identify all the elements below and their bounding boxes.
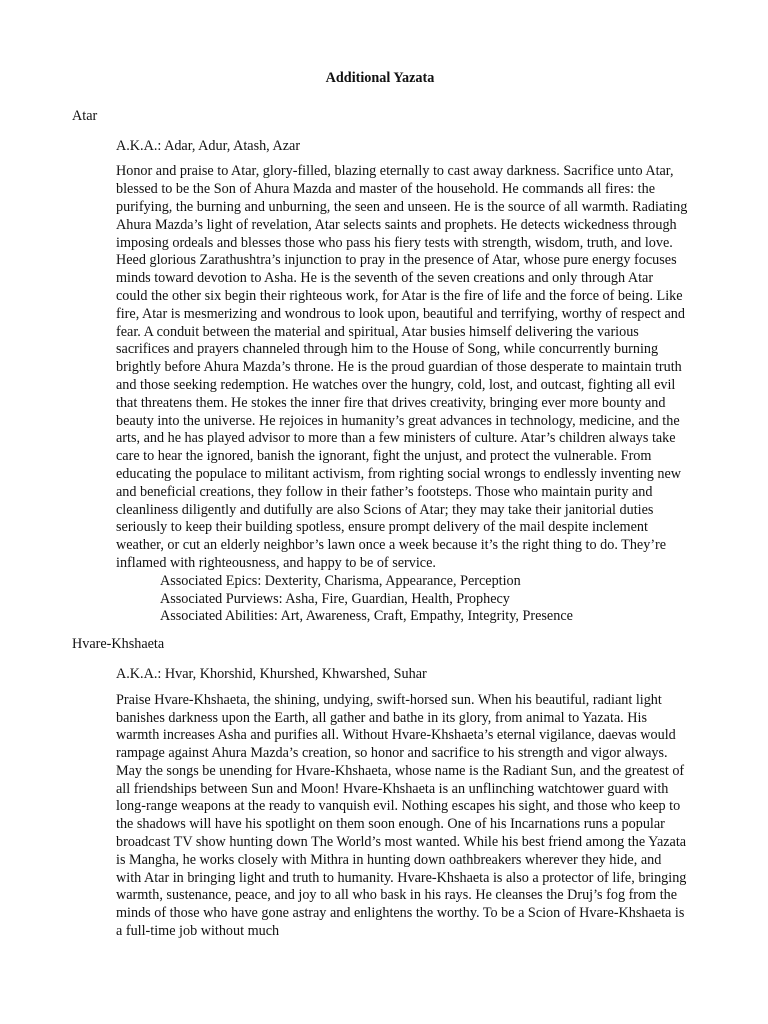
- section-atar: [72, 108, 688, 626]
- aka-line: A.K.A.: Adar, Adur, Atash, Azar: [116, 137, 301, 154]
- associated-abilities: Associated Abilities: Art, Awareness, Craft, Empathy, Integrity, Presence: [160, 608, 573, 625]
- section-hvare-khshaeta: [72, 636, 688, 941]
- body-paragraph: Praise Hvare-Khshaeta, the shining, undying, swift-horsed sun. When his beautiful, radiant light banishes darkness upon the Earth, all gather and bathe in its glory, from animal to Yazata. His warmth increases Asha and purifies all. Without Hvare-Khshaeta’s eternal vigilance, daevas would rampage against Ahura Mazda’s creation, so honor and sacrifice to his strength and vigor always. May the songs be unending for Hvare-Khshaeta, whose name is the Radiant Sun, and the greatest of all friendships between Sun and Moon! Hvare-Khshaeta is an unflinching watchtower guard with long-range weapons at the ready to vanquish evil. Nothing escapes his sight, and those who keep to the shadows will have his spotlight on them soon enough. One of his Incarnations runs a popular broadcast TV show hunting down The World’s most wanted. While his best friend among the Yazata is Mangha, he works closely with Mithra in hunting down oathbreakers wherever they hide, and with Atar in bringing light and truth to humanity. Hvare-Khshaeta is also a protector of life, bringing warmth, sustenance, peace, and joy to all who bask in his rays. He cleanses the Druj’s fog from the minds of those who have gone astray and enlightens the worthy. To be a Scion of Hvare-Khshaeta is a full-time job without much: [116, 691, 687, 940]
- document-title: Additional Yazata: [325, 70, 435, 86]
- associated-purviews: Associated Purviews: Asha, Fire, Guardian, Health, Prophecy: [160, 590, 510, 607]
- aka-line: A.K.A.: Hvar, Khorshid, Khurshed, Khwarshed, Suhar: [116, 665, 427, 682]
- associated-list: [160, 573, 688, 626]
- section-heading: Atar: [72, 107, 98, 124]
- body-paragraph: Honor and praise to Atar, glory-filled, blazing eternally to cast away darkness. Sacrifice unto Atar, blessed to be the Son of Ahura Mazda and master of the household. He commands all fires: the purifying, the burning and unburning, the seen and unseen. He is the source of all warmth. Radiating Ahura Mazda’s light of revelation, Atar selects saints and prophets. He detects wickedness through imposing ordeals and blesses those who pass his fiery tests with strength, wisdom, truth, and love. Heed glorious Zarathushtra’s injunction to pray in the presence of Atar, whose pure energy focuses minds toward devotion to Asha. He is the seventh of the seven creations and only through Atar could the other six begin their righteous work, for Atar is the fire of life and the force of being. Like fire, Atar is mesmerizing and wondrous to look upon, beautiful and terrifying, worthy of respect and fear. A conduit between the material and spiritual, Atar busies himself delivering the various sacrifices and prayers channeled through him to the House of Song, while concurrently burning brightly before Ahura Mazda’s throne. He is the proud guardian of those desperate to maintain truth and those seeking redemption. He watches over the hungry, cold, lost, and outcast, fighting all evil that threatens them. He stokes the inner fire that drives creativity, bringing ever more bounty and beauty into the universe. He rejoices in humanity’s great advances in technology, medicine, and the arts, and he has played advisor to more than a few ministers of culture. Atar’s children always take care to hear the ignored, banish the ignorant, fight the unjust, and protect the vulnerable. From educating the populace to militant activism, from righting social wrongs to endlessly inventing new and beneficial creations, they follow in their father’s footsteps. Those who maintain purity and cleanliness diligently and dutifully are also Scions of Atar; they may take their janitorial duties seriously to keep their building spotless, ensure prompt delivery of the mail despite inclement weather, or cut an elderly neighbor’s lawn once a week because it’s the right thing to do. They’re inflamed with righteousness, and happy to be of service.: [116, 163, 688, 571]
- section-heading: Hvare-Khshaeta: [72, 636, 165, 653]
- associated-epics: Associated Epics: Dexterity, Charisma, Appearance, Perception: [160, 572, 521, 589]
